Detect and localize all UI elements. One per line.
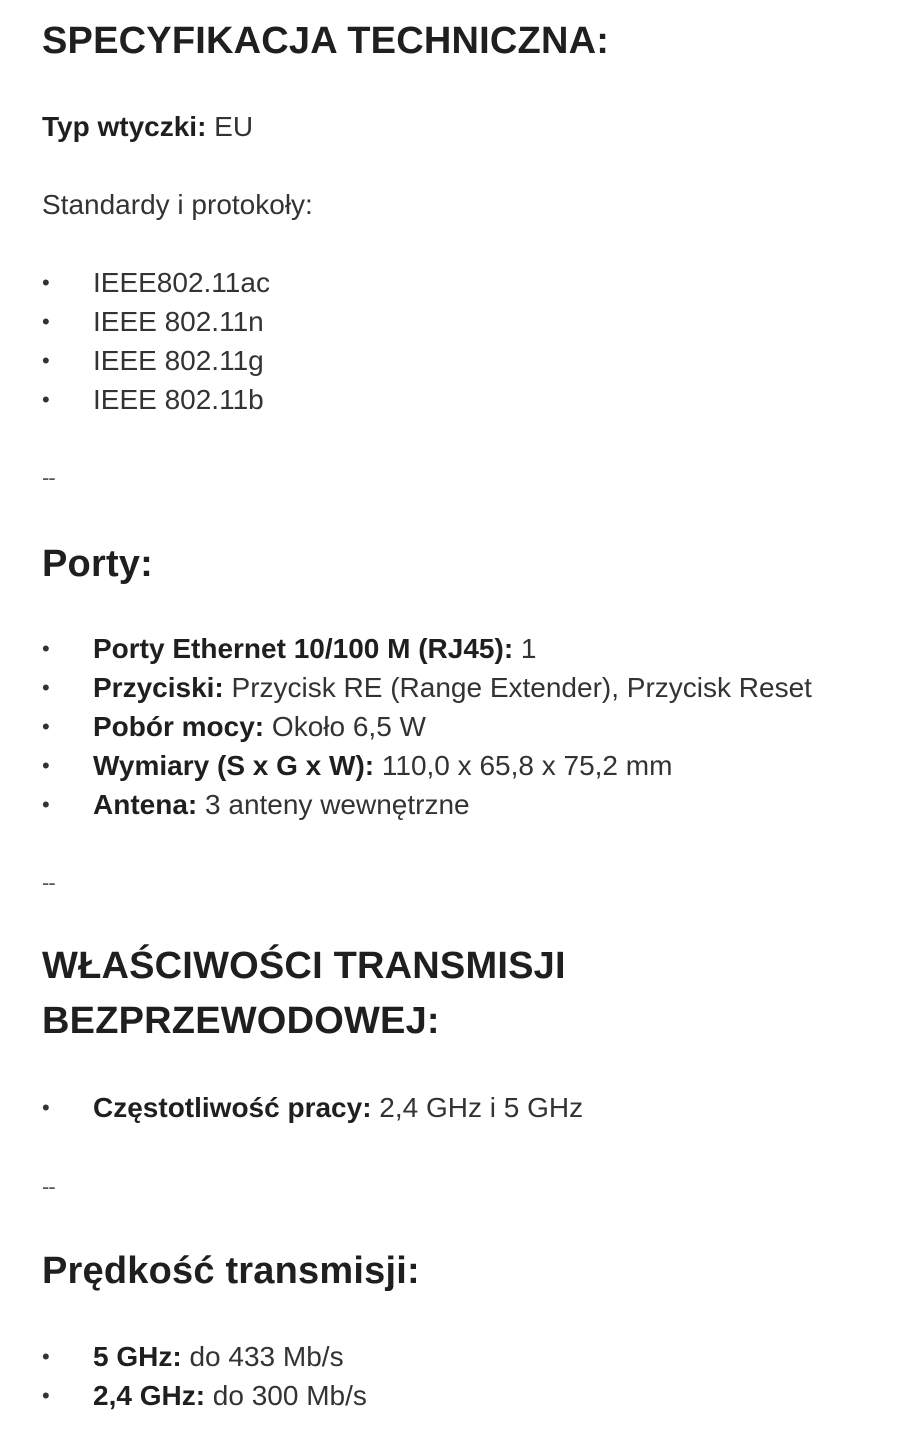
- wireless-heading-line2: BEZPRZEWODOWEJ:: [42, 1000, 440, 1042]
- speed-heading: Prędkość transmisji:: [42, 1250, 420, 1292]
- standards-intro: Standardy i protokoły:: [42, 189, 313, 220]
- item-value: do 300 Mb/s: [205, 1380, 367, 1411]
- item-value: 2,4 GHz i 5 GHz: [371, 1092, 584, 1123]
- item-label: Wymiary (S x G x W):: [93, 750, 375, 781]
- bullet: •: [42, 1383, 50, 1408]
- spec-heading: SPECYFIKACJA TECHNICZNA:: [42, 20, 610, 62]
- plug-type-label: Typ wtyczki:: [42, 111, 207, 142]
- standard-text: IEEE802.11ac: [93, 267, 270, 298]
- standard-text: IEEE 802.11n: [93, 306, 264, 337]
- bullet: •: [42, 309, 50, 334]
- plug-type-value: EU: [206, 111, 254, 142]
- item-value: do 433 Mb/s: [181, 1341, 344, 1372]
- bullet: •: [42, 387, 50, 412]
- item-label: Przyciski:: [93, 672, 224, 703]
- standard-text: IEEE 802.11b: [93, 384, 264, 415]
- item-label: Pobór mocy:: [93, 711, 265, 742]
- bullet: •: [42, 714, 50, 739]
- standard-text: IEEE 802.11g: [93, 345, 264, 376]
- item-value: 1: [513, 633, 537, 664]
- item-label: Antena:: [93, 789, 198, 820]
- bullet: •: [42, 753, 50, 778]
- bullet: •: [42, 348, 50, 373]
- bullet: •: [42, 1344, 50, 1369]
- separator: --: [42, 1174, 55, 1199]
- bullet: •: [42, 270, 50, 295]
- item-value: Około 6,5 W: [264, 711, 426, 742]
- ports-heading: Porty:: [42, 543, 153, 585]
- item-label: 5 GHz:: [93, 1341, 182, 1372]
- bullet: •: [42, 636, 50, 661]
- separator: --: [42, 870, 55, 895]
- item-value: Przycisk RE (Range Extender), Przycisk Reset: [223, 672, 812, 703]
- item-label: Częstotliwość pracy:: [93, 1092, 372, 1123]
- item-value: 3 anteny wewnętrzne: [197, 789, 470, 820]
- item-label: Porty Ethernet 10/100 M (RJ45):: [93, 633, 514, 664]
- wireless-heading-line1: WŁAŚCIWOŚCI TRANSMISJI: [42, 945, 566, 987]
- bullet: •: [42, 675, 50, 700]
- item-value: 110,0 x 65,8 x 75,2 mm: [374, 750, 673, 781]
- bullet: •: [42, 792, 50, 817]
- bullet: •: [42, 1095, 50, 1120]
- separator: --: [42, 465, 55, 490]
- item-label: 2,4 GHz:: [93, 1380, 206, 1411]
- plug-type-line: [42, 110, 253, 144]
